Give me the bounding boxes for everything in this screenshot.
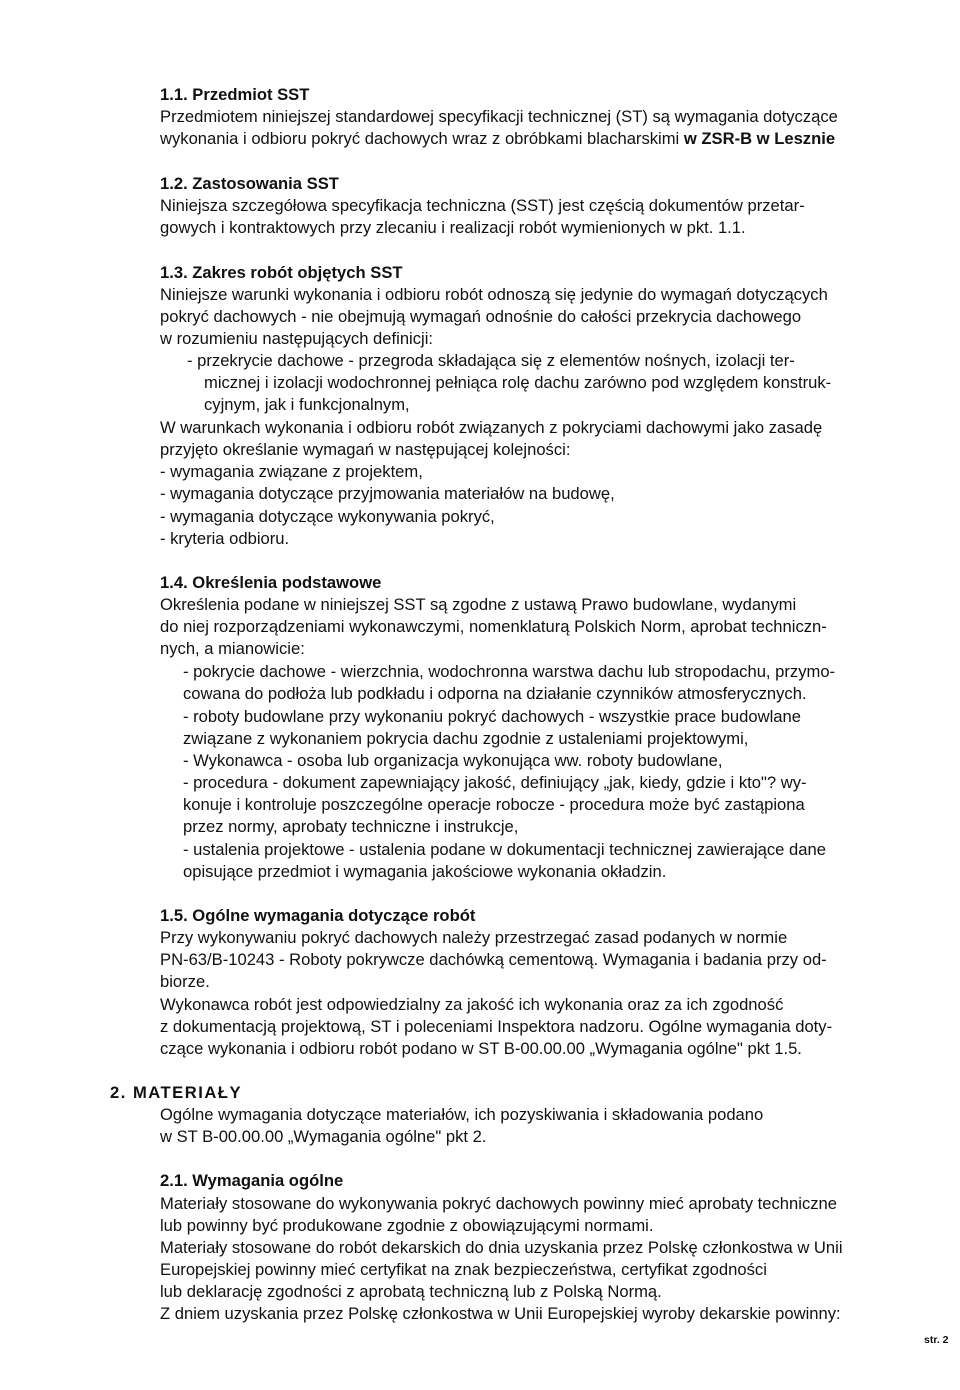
- section-2-1-heading: 2.1. Wymagania ogólne: [160, 1171, 344, 1190]
- section-1-2-line: gowych i kontraktowych przy zlecaniu i realizacji robót wymienionych w pkt. 1.1.: [160, 218, 746, 237]
- section-1-1-heading: 1.1. Przedmiot SST: [160, 85, 310, 104]
- section-2-heading: 2. MATERIAŁY: [110, 1083, 243, 1102]
- section-1-4-definition: cowana do podłoża lub podkładu i odporna na działanie czynników atmosferycznych.: [183, 684, 807, 703]
- section-2-1-line: Europejskiej powinny mieć certyfikat na znak bezpieczeństwa, certyfikat zgodności: [160, 1260, 767, 1279]
- section-1-5-line: Wykonawca robót jest odpowiedzialny za jakość ich wykonania oraz za ich zgodność: [160, 995, 784, 1014]
- section-1-4-definition: związane z wykonaniem pokrycia dachu zgodnie z ustaleniami projektowymi,: [183, 729, 749, 748]
- section-1-3-list-item: - wymagania dotyczące przyjmowania materiałów na budowę,: [160, 484, 615, 503]
- section-1-5-line: Przy wykonywaniu pokryć dachowych należy przestrzegać zasad podanych w normie: [160, 928, 788, 947]
- section-1-3-list-item: - wymagania dotyczące wykonywania pokryć,: [160, 507, 495, 526]
- section-1-3-definition: - przekrycie dachowe - przegroda składająca się z elementów nośnych, izolacji ter-: [187, 351, 795, 370]
- section-1-4-definition: - Wykonawca - osoba lub organizacja wykonująca ww. roboty budowlane,: [183, 751, 723, 770]
- section-1-3-line: w rozumieniu następujących definicji:: [160, 329, 434, 348]
- section-1-4-definition: - roboty budowlane przy wykonaniu pokryć dachowych - wszystkie prace budowlane: [183, 707, 801, 726]
- section-1-3-line: W warunkach wykonania i odbioru robót związanych z pokryciami dachowymi jako zasadę: [160, 418, 823, 437]
- section-2-1-line: lub deklarację zgodności z aprobatą techniczną lub z Polską Normą.: [160, 1282, 662, 1301]
- section-1-1-location: w ZSR-B w Lesznie: [683, 129, 836, 148]
- section-1-3-line: pokryć dachowych - nie obejmują wymagań odnośnie do całości przekrycia dachowego: [160, 307, 802, 326]
- section-1-4-definition: opisujące przedmiot i wymagania jakościowe wykonania okładzin.: [183, 862, 667, 881]
- section-1-1-line: [160, 128, 835, 150]
- section-1-4-definition: - ustalenia projektowe - ustalenia podane w dokumentacji technicznej zawierające dane: [183, 840, 826, 859]
- section-2-line: Ogólne wymagania dotyczące materiałów, ich pozyskiwania i składowania podano: [160, 1105, 764, 1124]
- section-1-4-definition: konuje i kontroluje poszczególne operacje robocze - procedura może być zastąpiona: [183, 795, 805, 814]
- section-2-1-line: Materiały stosowane do wykonywania pokryć dachowych powinny mieć aprobaty techniczne: [160, 1194, 837, 1213]
- section-1-4-heading: 1.4. Określenia podstawowe: [160, 573, 382, 592]
- section-1-4-line: nych, a mianowicie:: [160, 639, 305, 658]
- section-1-5-line: biorze.: [160, 972, 210, 991]
- page-number: str. 2: [924, 1334, 949, 1346]
- section-1-4-line: do niej rozporządzeniami wykonawczymi, nomenklaturą Polskich Norm, aprobat techniczn-: [160, 617, 827, 636]
- section-1-3-list-item: - kryteria odbioru.: [160, 529, 290, 548]
- section-1-5-line: czące wykonania i odbioru robót podano w ST B-00.00.00 „Wymagania ogólne" pkt 1.5.: [160, 1039, 802, 1058]
- section-1-4-line: Określenia podane w niniejszej SST są zgodne z ustawą Prawo budowlane, wydanymi: [160, 595, 797, 614]
- section-1-3-heading: 1.3. Zakres robót objętych SST: [160, 263, 403, 282]
- section-2-1-line: Z dniem uzyskania przez Polskę członkostwa w Unii Europejskiej wyroby dekarskie powinny:: [160, 1304, 841, 1323]
- section-1-3-list-item: - wymagania związane z projektem,: [160, 462, 423, 481]
- section-1-2-heading: 1.2. Zastosowania SST: [160, 174, 339, 193]
- section-1-5-line: z dokumentacją projektową, ST i poleceniami Inspektora nadzoru. Ogólne wymagania doty-: [160, 1017, 833, 1036]
- section-1-2-line: Niniejsza szczegółowa specyfikacja techniczna (SST) jest częścią dokumentów przetar-: [160, 196, 805, 215]
- section-1-3-definition: micznej i izolacji wodochronnej pełniąca rolę dachu zarówno pod względem konstruk-: [204, 373, 832, 392]
- section-2-1-line: Materiały stosowane do robót dekarskich do dnia uzyskania przez Polskę członkostwa w Unii: [160, 1238, 843, 1257]
- section-1-5-line: PN-63/B-10243 - Roboty pokrywcze dachówką cementową. Wymagania i badania przy od-: [160, 950, 827, 969]
- section-2-1-line: lub powinny być produkowane zgodnie z obowiązującymi normami.: [160, 1216, 654, 1235]
- section-1-3-line: przyjęto określanie wymagań w następującej kolejności:: [160, 440, 571, 459]
- section-1-4-definition: - procedura - dokument zapewniający jakość, definiujący „jak, kiedy, gdzie i kto"? wy-: [183, 773, 807, 792]
- section-1-3-line: Niniejsze warunki wykonania i odbioru robót odnoszą się jedynie do wymagań dotyczących: [160, 285, 828, 304]
- section-1-4-definition: - pokrycie dachowe - wierzchnia, wodochronna warstwa dachu lub stropodachu, przymo-: [183, 662, 836, 681]
- section-1-3-definition: cyjnym, jak i funkcjonalnym,: [204, 395, 410, 414]
- section-1-4-definition: przez normy, aprobaty techniczne i instrukcje,: [183, 817, 519, 836]
- section-1-1-text: wykonania i odbioru pokryć dachowych wraz z obróbkami blacharskimi: [160, 129, 684, 148]
- section-1-1-line: Przedmiotem niniejszej standardowej specyfikacji technicznej (ST) są wymagania dotyczące: [160, 107, 838, 126]
- section-2-line: w ST B-00.00.00 „Wymagania ogólne" pkt 2.: [160, 1127, 487, 1146]
- section-1-5-heading: 1.5. Ogólne wymagania dotyczące robót: [160, 906, 476, 925]
